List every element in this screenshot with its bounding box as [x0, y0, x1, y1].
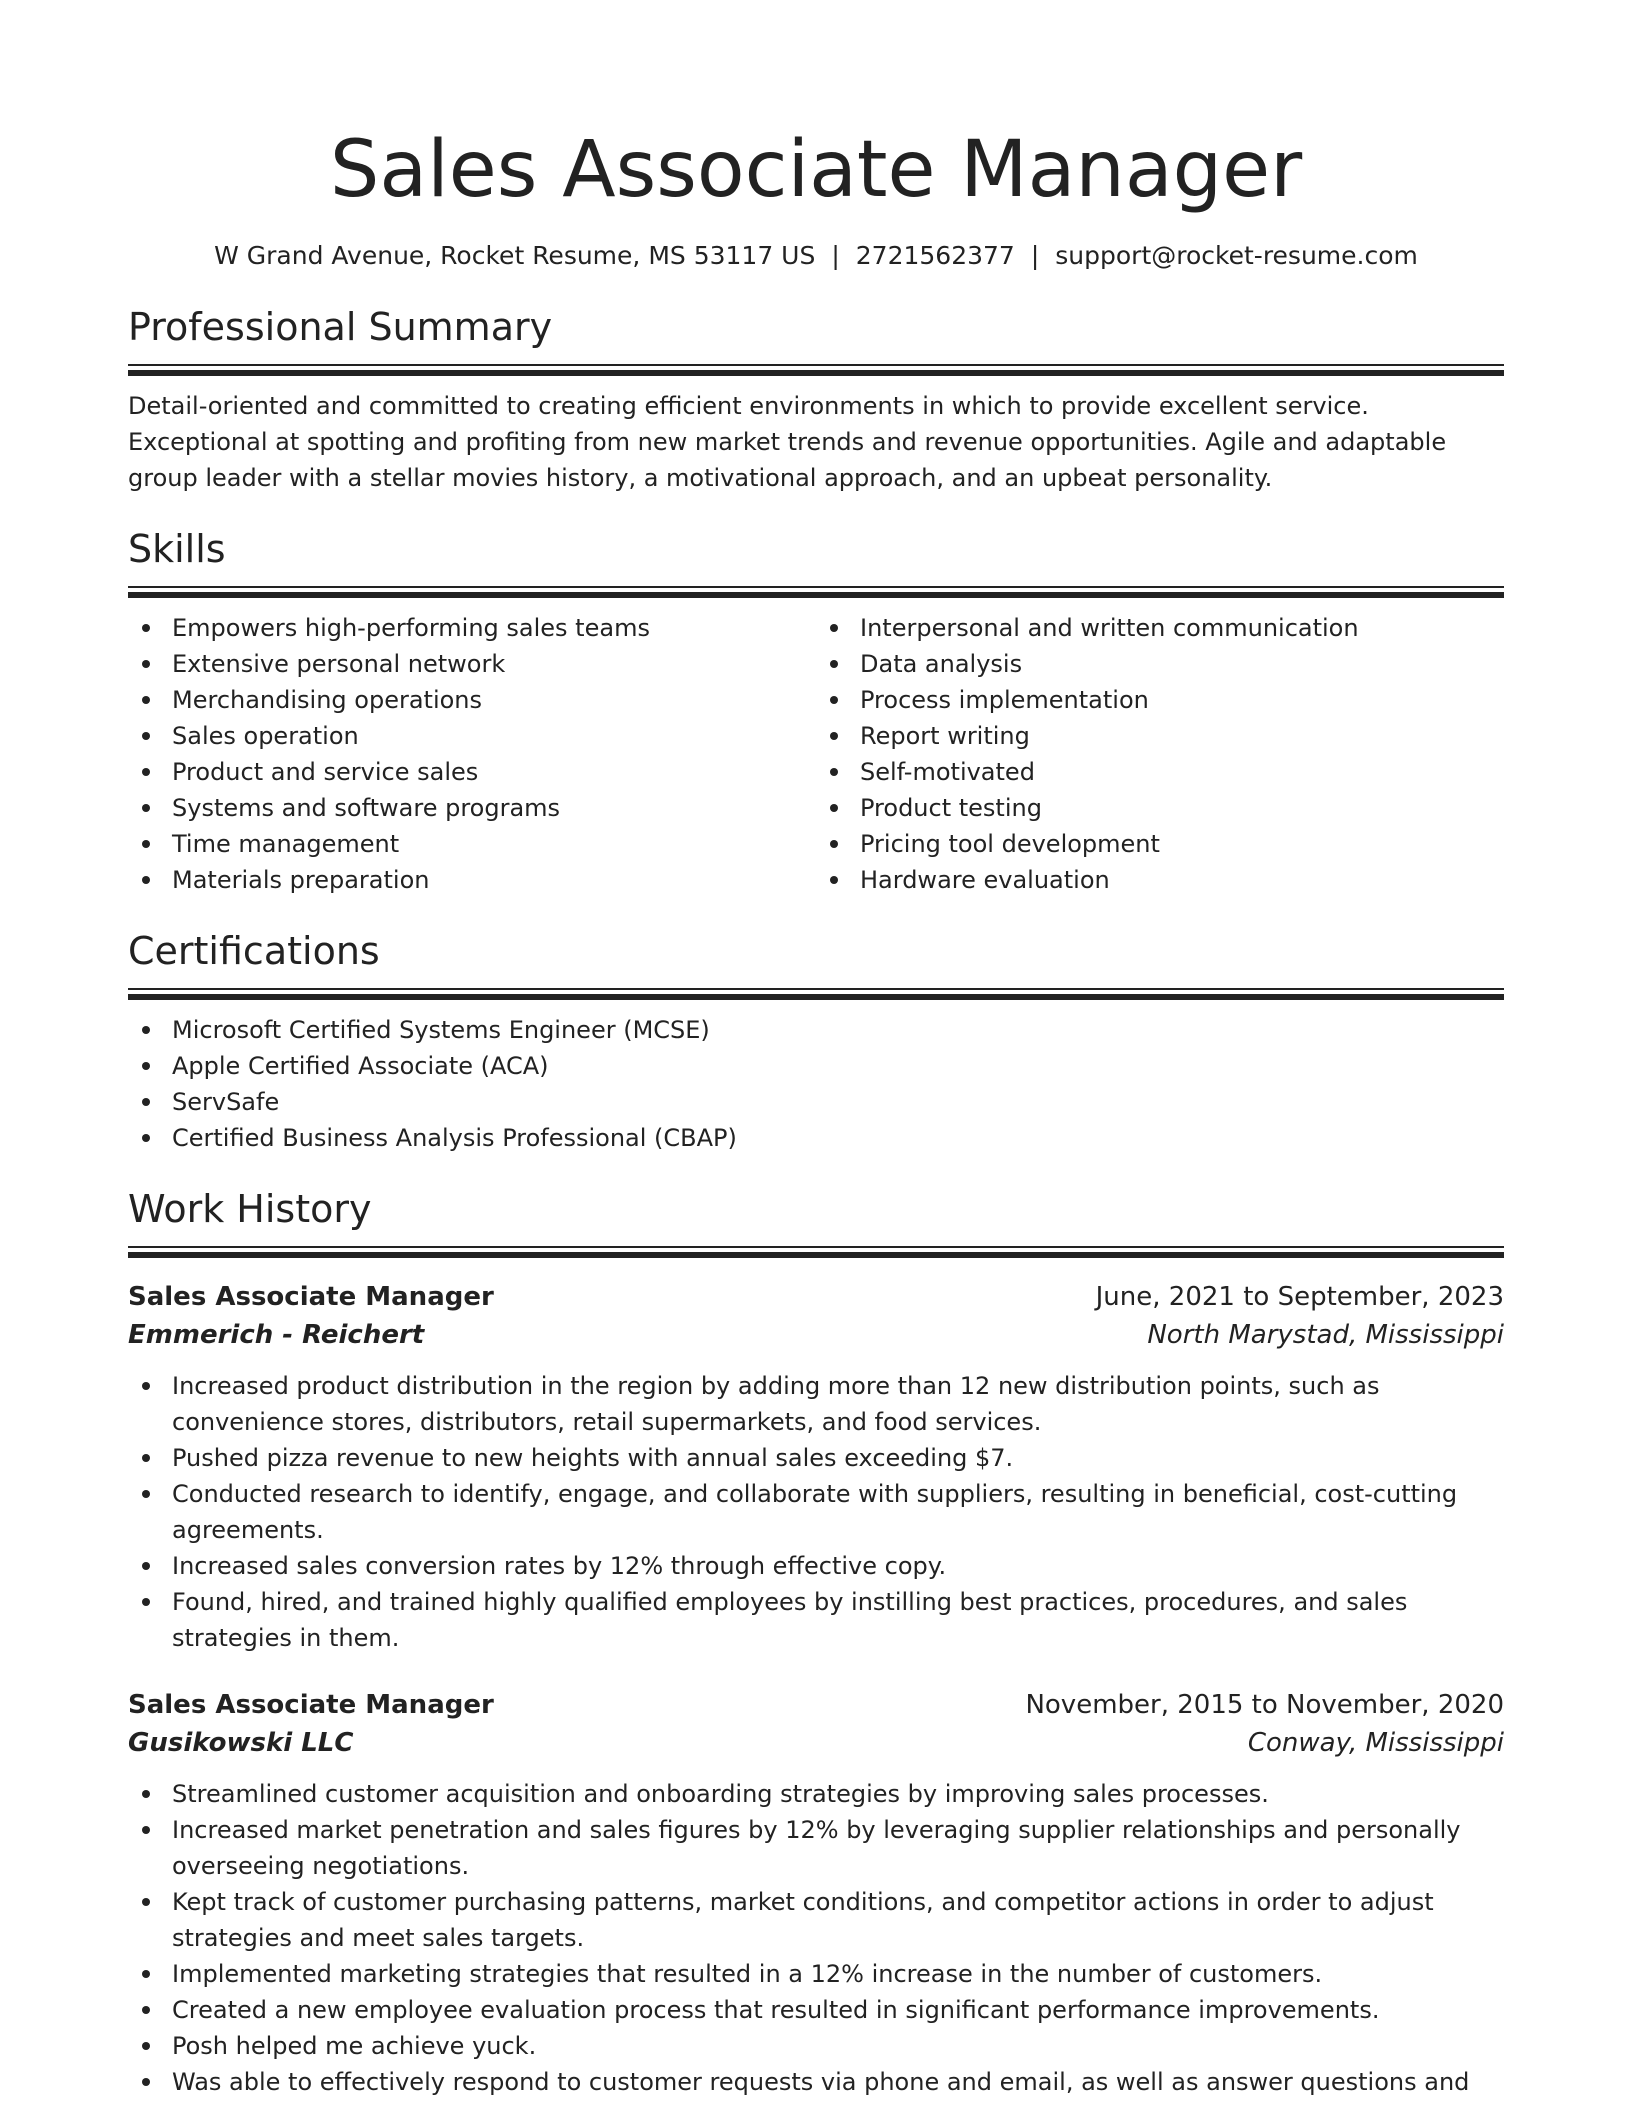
section-title: Certifications	[128, 929, 380, 973]
job-bullet: Kept track of customer purchasing patterns, market conditions, and competitor actions in order to adjust strategies and meet sales targets.	[128, 1884, 1504, 1956]
job-subheader-row	[128, 1316, 1504, 1354]
job-entry	[128, 1686, 1504, 2100]
job-dates: June, 2021 to September, 2023	[1095, 1282, 1504, 1312]
skill-item: Report writing	[816, 718, 1504, 754]
section-divider	[128, 988, 1504, 998]
certification-item: Certified Business Analysis Professional (CBAP)	[128, 1120, 1504, 1156]
job-bullets	[128, 1776, 1504, 2100]
work-history-section	[128, 1184, 1504, 2100]
certifications-section	[128, 926, 1504, 1156]
certification-item: Apple Certified Associate (ACA)	[128, 1048, 1504, 1084]
job-dates: November, 2015 to November, 2020	[1025, 1690, 1504, 1720]
skills-list-left	[128, 610, 816, 898]
skill-item: Sales operation	[128, 718, 816, 754]
job-bullet: Found, hired, and trained highly qualified employees by instilling best practices, procedures, and sales strategies in them.	[128, 1584, 1504, 1656]
job-bullet: Implemented marketing strategies that resulted in a 12% increase in the number of customers.	[128, 1956, 1504, 1992]
job-location: North Marystad, Mississippi	[1147, 1320, 1504, 1350]
skills-section	[128, 524, 1504, 898]
section-title: Skills	[128, 527, 226, 571]
skills-list-right	[816, 610, 1504, 898]
section-divider	[128, 586, 1504, 596]
job-company: Emmerich - Reichert	[128, 1320, 425, 1350]
resume-name: Sales Associate Manager	[329, 125, 1303, 215]
section-title: Work History	[128, 1187, 372, 1231]
section-title: Professional Summary	[128, 305, 553, 349]
job-entry	[128, 1278, 1504, 1656]
job-subheader-row	[128, 1724, 1504, 1762]
skill-item: Product testing	[816, 790, 1504, 826]
job-bullet: Increased product distribution in the region by adding more than 12 new distribution points, such as convenience stores, distributors, retail supermarkets, and food services.	[128, 1368, 1504, 1440]
skill-item: Extensive personal network	[128, 646, 816, 682]
skill-item: Time management	[128, 826, 816, 862]
skill-item: Process implementation	[816, 682, 1504, 718]
job-bullet: Posh helped me achieve yuck.	[128, 2028, 1504, 2064]
job-bullets	[128, 1368, 1504, 1656]
skills-grid	[128, 610, 1504, 898]
certification-item: Microsoft Certified Systems Engineer (MCSE)	[128, 1012, 1504, 1048]
skill-item: Merchandising operations	[128, 682, 816, 718]
contact-separator: |	[1030, 241, 1040, 270]
summary-section	[128, 302, 1504, 496]
job-bullet: Created a new employee evaluation process that resulted in significant performance improvements.	[128, 1992, 1504, 2028]
job-location: Conway, Mississippi	[1247, 1728, 1504, 1758]
job-header-row	[128, 1278, 1504, 1316]
job-bullet: Streamlined customer acquisition and onboarding strategies by improving sales processes.	[128, 1776, 1504, 1812]
job-bullet: Pushed pizza revenue to new heights with annual sales exceeding $7.	[128, 1440, 1504, 1476]
skill-item: Interpersonal and written communication	[816, 610, 1504, 646]
job-bullet: Conducted research to identify, engage, and collaborate with suppliers, resulting in beneficial, cost-cutting agreements.	[128, 1476, 1504, 1548]
job-bullet: Was able to effectively respond to customer requests via phone and email, as well as answer questions and	[128, 2064, 1504, 2100]
skill-item: Pricing tool development	[816, 826, 1504, 862]
job-bullet: Increased sales conversion rates by 12% through effective copy.	[128, 1548, 1504, 1584]
resume-page	[128, 120, 1504, 2100]
job-company: Gusikowski LLC	[128, 1728, 354, 1758]
contact-phone: 2721562377	[855, 241, 1015, 270]
job-title: Sales Associate Manager	[128, 1282, 494, 1312]
skill-item: Systems and software programs	[128, 790, 816, 826]
job-bullet: Increased market penetration and sales figures by 12% by leveraging supplier relationships and personally overseeing negotiations.	[128, 1812, 1504, 1884]
skill-item: Hardware evaluation	[816, 862, 1504, 898]
skill-item: Empowers high-performing sales teams	[128, 610, 816, 646]
summary-text: Detail-oriented and committed to creating efficient environments in which to provide excellent service. Exceptional at spotting and profiting from new market trends and revenue opportunities. Agile and adaptable group leader with a stellar movies history, a motivational approach, and an upbeat personality.	[128, 392, 1447, 492]
contact-email: support@rocket-resume.com	[1055, 241, 1418, 270]
job-title: Sales Associate Manager	[128, 1690, 494, 1720]
section-divider	[128, 364, 1504, 374]
contact-line	[128, 238, 1504, 274]
skill-item: Self-motivated	[816, 754, 1504, 790]
certification-item: ServSafe	[128, 1084, 1504, 1120]
skill-item: Materials preparation	[128, 862, 816, 898]
section-divider	[128, 1246, 1504, 1256]
contact-address: W Grand Avenue, Rocket Resume, MS 53117 US	[214, 241, 816, 270]
job-header-row	[128, 1686, 1504, 1724]
contact-separator: |	[831, 241, 840, 270]
skill-item: Data analysis	[816, 646, 1504, 682]
skill-item: Product and service sales	[128, 754, 816, 790]
certifications-list	[128, 1012, 1504, 1156]
